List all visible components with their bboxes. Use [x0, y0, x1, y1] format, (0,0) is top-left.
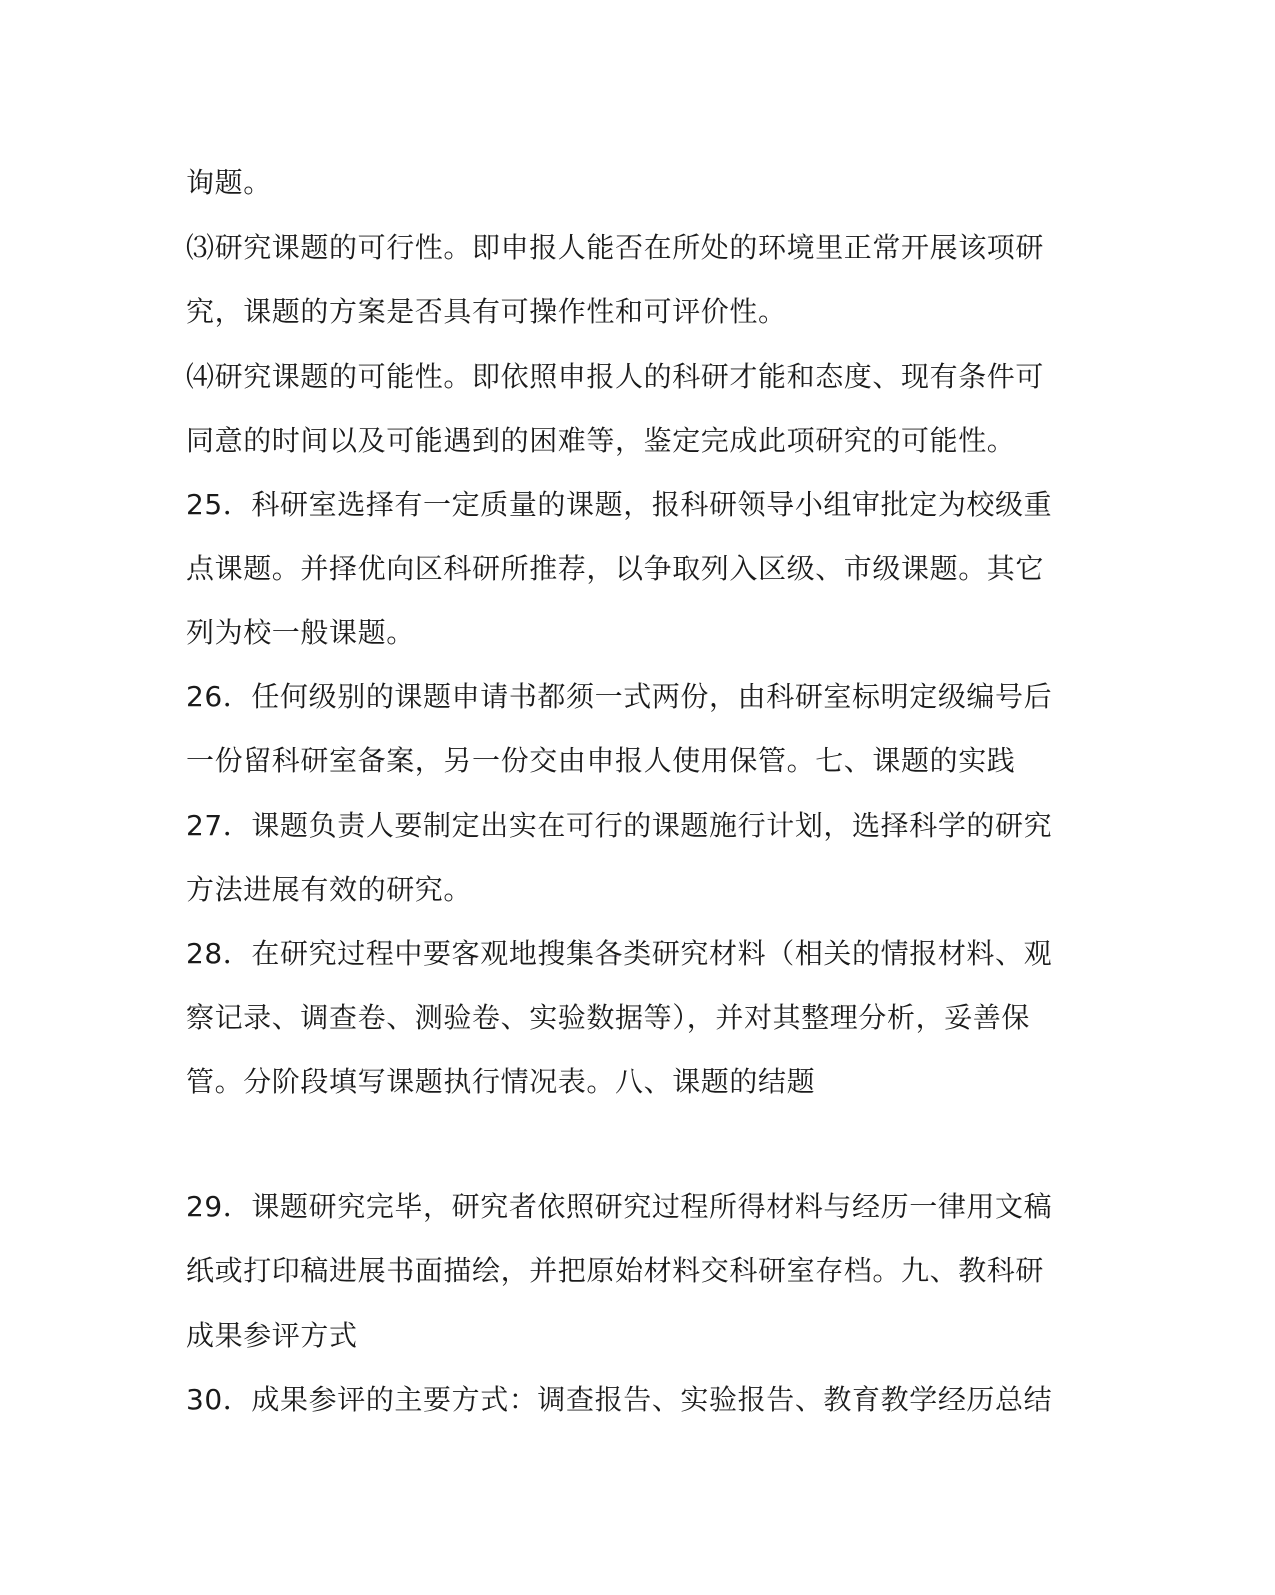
text-line: 究，课题的方案是否具有可操作性和可评价性。	[186, 295, 787, 328]
text-line: 纸或打印稿进展书面描绘，并把原始材料交科研室存档。九、教科研	[186, 1254, 1045, 1287]
text-line: 询题。	[186, 166, 272, 199]
text-line: 列为校一般课题。	[186, 616, 415, 649]
text-line: ⑷研究课题的可能性。即依照申报人的科研才能和态度、现有条件可	[186, 360, 1045, 393]
text-line: 27．课题负责人要制定出实在可行的课题施行计划，选择科学的研究	[186, 809, 1053, 842]
text-line: 29．课题研究完毕，研究者依照研究过程所得材料与经历一律用文稿	[186, 1190, 1053, 1223]
text-line: 方法进展有效的研究。	[186, 873, 473, 906]
text-line: 同意的时间以及可能遇到的困难等，鉴定完成此项研究的可能性。	[186, 424, 1016, 457]
text-line: 一份留科研室备案，另一份交由申报人使用保管。七、课题的实践	[186, 744, 1016, 777]
text-line: ⑶研究课题的可行性。即申报人能否在所处的环境里正常开展该项研	[186, 231, 1045, 264]
text-line: 30．成果参评的主要方式：调查报告、实验报告、教育教学经历总结	[186, 1383, 1053, 1416]
text-line: 成果参评方式	[186, 1319, 358, 1352]
text-line: 26．任何级别的课题申请书都须一式两份，由科研室标明定级编号后	[186, 680, 1053, 713]
text-line: 察记录、调查卷、测验卷、实验数据等），并对其整理分析，妥善保	[186, 1001, 1031, 1034]
text-line: 管。分阶段填写课题执行情况表。八、课题的结题	[186, 1065, 816, 1098]
text-line: 25．科研室选择有一定质量的课题，报科研领导小组审批定为校级重	[186, 488, 1053, 521]
text-line: 点课题。并择优向区科研所推荐，以争取列入区级、市级课题。其它	[186, 552, 1045, 585]
text-line: 28．在研究过程中要客观地搜集各类研究材料（相关的情报材料、观	[186, 937, 1053, 970]
